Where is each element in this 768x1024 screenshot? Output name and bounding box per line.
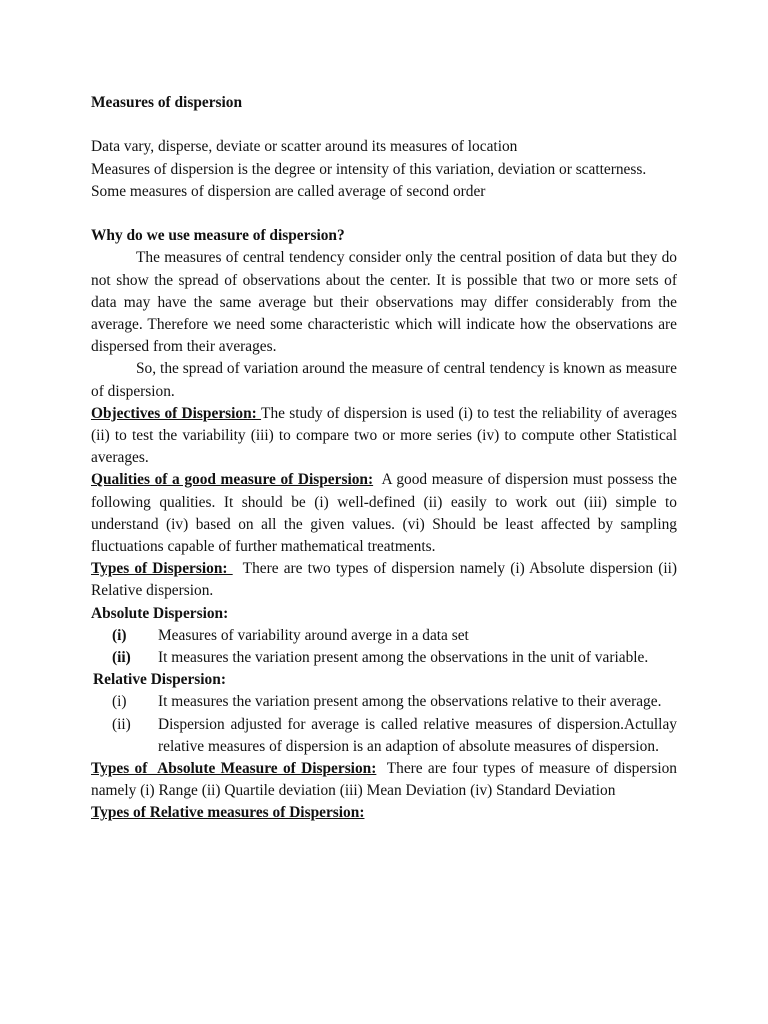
- list-item: [91, 714, 677, 758]
- list-item: [91, 625, 677, 647]
- types-relative-label: Types of Relative measures of Dispersion:: [91, 804, 365, 822]
- list-item-number: (ii): [112, 649, 131, 667]
- objectives-text: The study of dispersion is used (i) to test the reliability of averages (ii) to test the variability (iii) to compare two or more series (iv) to compute other Statistical averages.: [91, 404, 677, 467]
- list-item-number: (i): [112, 626, 127, 644]
- types-relative-paragraph: [91, 802, 677, 824]
- list-item-number: (ii): [112, 715, 131, 733]
- qualities-paragraph: [91, 469, 681, 558]
- relative-heading: Relative Dispersion:: [93, 671, 226, 689]
- list-item-text: Measures of variability around averge in a data set: [158, 626, 469, 644]
- types-absolute-text: There are four types of measure of dispersion namely (i) Range (ii) Quartile deviation (iii) Mean Deviation (iv) Standard Deviation: [91, 760, 681, 800]
- types-label: Types of Dispersion:: [91, 560, 233, 578]
- why-paragraph-2: So, the spread of variation around the measure of central tendency is known as measure of dispersion.: [91, 360, 677, 400]
- types-absolute-label: Types of Absolute Measure of Dispersion:: [91, 760, 377, 778]
- objectives-paragraph: [91, 403, 677, 470]
- document-title: Measures of dispersion: [91, 94, 243, 111]
- list-item: [91, 691, 677, 713]
- spacer: [91, 114, 677, 136]
- intro-line-2: Measures of dispersion is the degree or intensity of this variation, deviation or scatterness.: [91, 160, 647, 178]
- absolute-heading: Absolute Dispersion:: [91, 604, 229, 622]
- intro-line-1: Data vary, disperse, deviate or scatter around its measures of location: [91, 138, 518, 156]
- spacer: [91, 203, 677, 225]
- list-item: [91, 647, 677, 669]
- list-item-text: It measures the variation present among the observations in the unit of variable.: [158, 649, 649, 667]
- types-absolute-paragraph: [91, 758, 681, 802]
- types-text: There are two types of dispersion namely (i) Absolute dispersion (ii) Relative dispersion.: [91, 560, 681, 600]
- why-heading: Why do we use measure of dispersion?: [91, 227, 345, 245]
- relative-list: [91, 691, 677, 758]
- qualities-label: Qualities of a good measure of Dispersion:: [91, 471, 374, 489]
- intro-line-3: Some measures of dispersion are called average of second order: [91, 182, 486, 200]
- list-item-number: (i): [112, 693, 127, 711]
- list-item-text: It measures the variation present among the observations relative to their average.: [158, 693, 662, 711]
- qualities-text: A good measure of dispersion must possess the following qualities. It should be (i) well-defined (ii) easily to work out (iii) simple to understand (iv) based on all the given values. (vi) Should be least affected by sampling fluctuations capable of further mathematical treatments.: [91, 471, 681, 556]
- document-page: [91, 92, 681, 825]
- why-paragraph-1: The measures of central tendency consider only the central position of data but they do not show the spread of observations about the center. It is possible that two or more sets of data may have the same average but their observations may differ considerably from the average. Therefore we need some characteristic which will indicate how the observations are dispersed from their averages.: [91, 249, 677, 356]
- list-item-text: Dispersion adjusted for average is called relative measures of dispersion.Actullay relative measures of dispersion is an adaption of absolute measures of dispersion.: [158, 715, 677, 755]
- types-paragraph: [91, 558, 681, 602]
- absolute-list: [91, 625, 677, 669]
- objectives-label: Objectives of Dispersion:: [91, 404, 262, 422]
